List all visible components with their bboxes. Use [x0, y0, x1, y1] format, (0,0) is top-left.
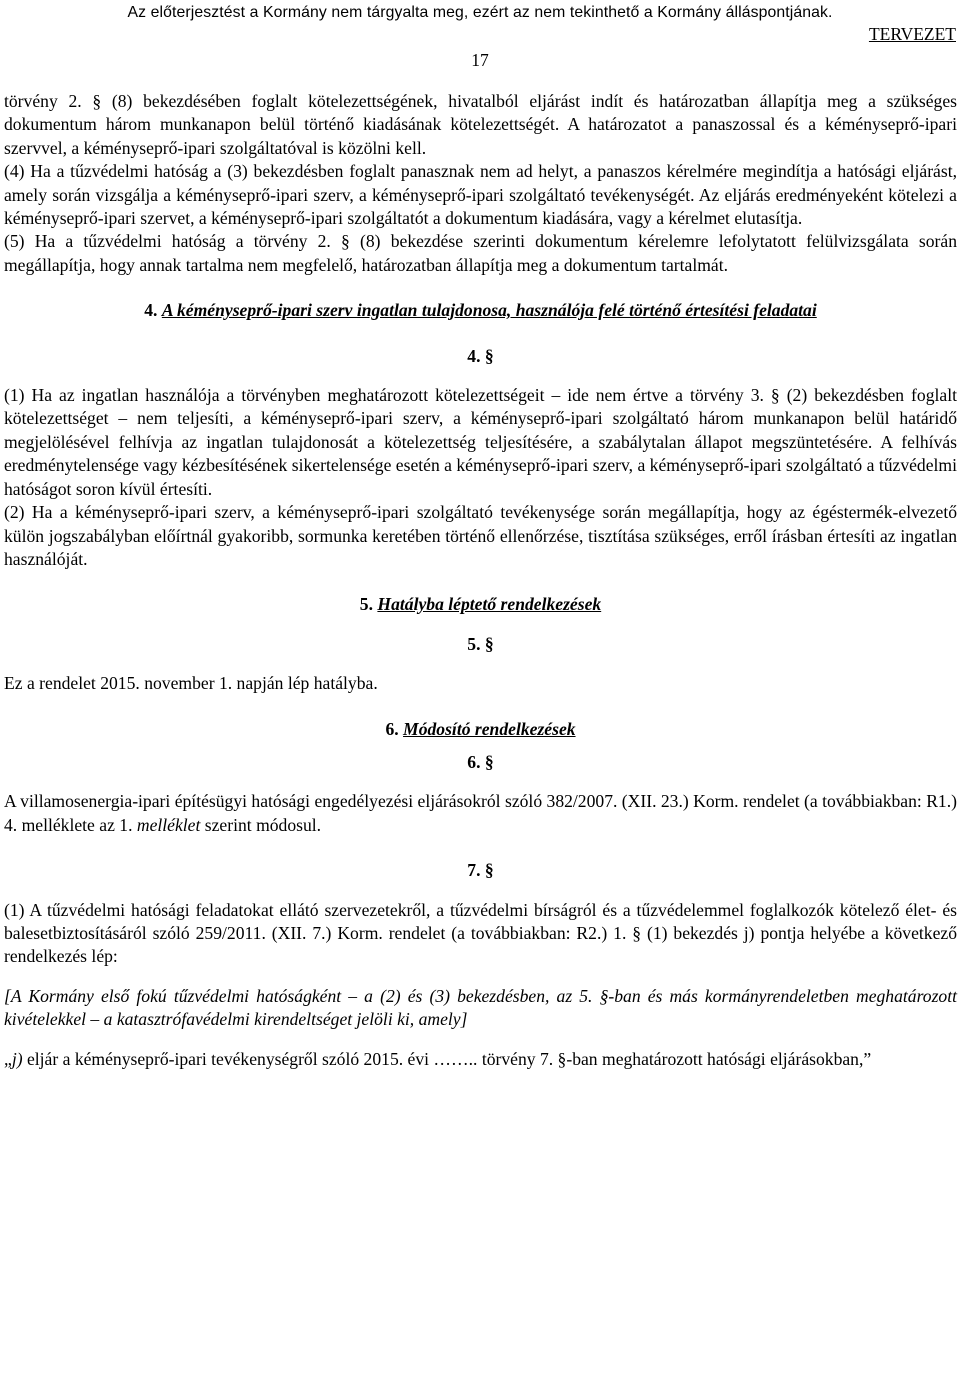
section-mark-5: 5. §: [467, 633, 494, 654]
chapter-number-4: 4.: [144, 300, 158, 321]
chapter-title-4: A kéményseprő-ipari szerv ingatlan tulajdonosa, használója felé történő értesítési feladatai: [161, 300, 817, 321]
section-mark-7: 7. §: [467, 860, 494, 881]
chapter-number-5: 5.: [359, 594, 373, 615]
paragraph-7-1: (1) A tűzvédelmi hatósági feladatokat ellátó szervezetekről, a tűzvédelmi bírságról és a tűzvédelemmel foglalkozók kötelező élet- és balesetbiztosításáról szóló 259/2011. (XII. 7.) Korm. rendelet (a továbbiakban: R2.) 1. § (1) bekezdés j) pontja helyébe a következő rendelkezés lép:: [4, 899, 957, 967]
document-body: [4, 90, 957, 1071]
section-mark-6: 6. §: [467, 751, 494, 772]
draft-label: TERVEZET: [868, 24, 956, 44]
point-label-j: j): [11, 1048, 23, 1069]
paragraph-7-bracket: [A Kormány első fokú tűzvédelmi hatóságként – a (2) és (3) bekezdésben, az 5. §-ban és más kormányrendeletben meghatározott kivételekkel – a katasztrófavédelmi kirendeltséget jelöli ki, amely]: [4, 985, 957, 1030]
annex-reference: melléklet: [136, 814, 201, 835]
paragraph-effective-date: Ez a rendelet 2015. november 1. napján lép hatályba.: [4, 673, 378, 694]
paragraph-6-amendment: [4, 790, 957, 837]
quote-open: „: [4, 1048, 12, 1069]
paragraph-7-point-j: [4, 1048, 957, 1071]
paragraph-4: (4) Ha a tűzvédelmi hatóság a (3) bekezdésben foglalt panasznak nem ad helyt, a panaszos kérelmére megindítja a hatósági eljárást, amely során vizsgálja a kéményseprő-ipari szerv, a kéményseprő-ipari szolgáltató tevékenységét. Az eljárás eredményeként kötelezi a kéményseprő-ipari szervet, a kéményseprő-ipari szolgáltatót a dokumentum kiadására, vagy a kérelmet elutasítja.: [4, 161, 957, 229]
chapter-heading-6: [4, 718, 957, 741]
chapter-number-6: 6.: [385, 718, 399, 739]
paragraph-4-1: (1) Ha az ingatlan használója a törvényben meghatározott kötelezettségeit – ide nem értve a törvény 3. § (2) bekezdésben foglalt kötelezettséget – nem teljesíti, a kéményseprő-ipari szerv, a kéményseprő-ipari szolgáltató három munkanapon belül határidő megjelölésével felhívja az ingatlan tulajdonosát a kötelezettség teljesítésére, a szabálytalan állapot megszüntetésére. A felhívás eredménytelensége vagy kézbesítésének sikertelensége esetén a kéményseprő-ipari szerv, a kéményseprő-ipari szolgáltató a tűzvédelmi hatóságot soron kívül értesíti.: [4, 385, 957, 499]
paragraph-3-continuation: törvény 2. § (8) bekezdésében foglalt kötelezettségének, hivatalból eljárást indít és határozatban állapítja meg a szükséges dokumentum három munkanapon belül történő kiadásának kötelezettségét. A határozatot a panaszossal és a kéményseprő-ipari szervvel, a kéményseprő-ipari szolgáltatóval is közölni kell.: [4, 91, 957, 158]
chapter-heading-5: [4, 593, 957, 616]
section-mark-4: 4. §: [467, 345, 494, 366]
header-notice: Az előterjesztést a Kormány nem tárgyalta meg, ezért az nem tekinthető a Kormány álláspontjának.: [127, 4, 833, 21]
point-j-text: eljár a kéményseprő-ipari tevékenységről szóló 2015. évi …….. törvény 7. §-ban meghatározott hatósági eljárásokban,”: [22, 1048, 872, 1069]
paragraph-6-text: A villamosenergia-ipari építésügyi hatósági engedélyezési eljárásokról szóló 382/2007. (XII. 23.) Korm. rendelet (a továbbiakban: R1.) 4. melléklete az 1.: [4, 791, 957, 835]
chapter-heading-4: [4, 299, 957, 322]
paragraph-5: (5) Ha a tűzvédelmi hatóság a törvény 2. § (8) bekezdése szerinti dokumentum kérelemre lefolytatott felülvizsgálata során megállapítja, hogy annak tartalma nem megfelelő, határozatban állapítja meg a dokumentum tartalmát.: [4, 231, 957, 275]
chapter-title-6: Módosító rendelkezések: [403, 718, 576, 739]
chapter-title-5: Hatályba léptető rendelkezések: [377, 594, 602, 615]
paragraph-6-tail: szerint módosul.: [200, 814, 322, 835]
paragraph-4-2: (2) Ha a kéményseprő-ipari szerv, a kéményseprő-ipari szolgáltató tevékenysége során megállapítja, hogy az égéstermék-elvezető külön jogszabályban előírtnál gyakoribb, sormunka keretében történő ellenőrzése, tisztítása szükséges, erről írásban értesíti az ingatlan használóját.: [4, 502, 957, 569]
page-number: 17: [471, 50, 489, 70]
